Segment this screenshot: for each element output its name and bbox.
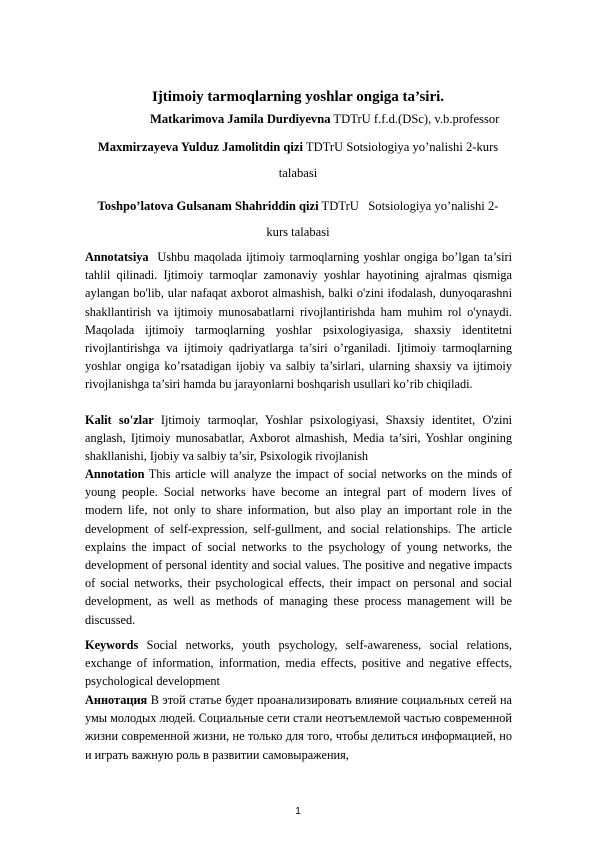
author-3-affiliation: TDTrU Sotsiologiya yo’nalishi 2- — [318, 199, 499, 213]
author-1 — [150, 111, 550, 128]
author-2-affiliation: TDTrU Sotsiologiya yo’nalishi 2-kurs — [302, 140, 499, 154]
annotatsiya-paragraph — [85, 248, 516, 394]
author-2 — [84, 139, 512, 182]
annotatsiya-ru-paragraph — [85, 691, 512, 764]
annotatsiya-text: Ushbu maqolada ijtimoiy tarmoqlarning yoshlar ongiga bo’lgan ta’siri tahlil qilinadi. Ijtimoiy tarmoqlar zamonaviy yoshlar hayotining ajralmas qismiga aylangan bo'lib, ular nafaqat axborot almashish, balki o'zini ifodalash, dunyoqarashni shakllantirish va ijtimoiy munosabatlarni rivojlantirishda ham muhim rol o'ynaydi. Maqolada ijtimoiy tarmoqlarning yoshlar psixologiyasiga, shaxsiy identitetni rivojlantirishga va ijtimoiy qadriyatlarga ta’siri o’rganiladi. Ijtimoiy tarmoqlarning yoshlar ongiga ko’rsatadigan ijobiy va salbiy ta’sirlari, ularning shaxsiy va ijtimoiy rivojlanishga ta’siri hamda bu jarayonlarni boshqarish usullari ko’rib chiqiladi. — [85, 250, 516, 392]
page-number: 1 — [295, 806, 301, 817]
keywords-label: Keywords — [85, 638, 139, 652]
annotatsiya-label: Annotatsiya — [85, 250, 149, 264]
keywords-text: Social networks, youth psychology, self-awareness, social relations, exchange of information, information, media effects, positive and negative effects, psychological development — [85, 638, 512, 689]
author-3-affiliation-cont: kurs talabasi — [266, 225, 330, 239]
keywords-paragraph — [85, 636, 512, 691]
author-3 — [84, 198, 512, 241]
author-2-name: Maxmirzayeva Yulduz Jamolitdin qizi — [97, 140, 303, 154]
annotatsiya-ru-text: В этой статье будет проанализировать влияние социальных сетей на умы молодых людей. Социальные сети стали неотъемлемой частью современной жизни современной жизни, не только для того, чтобы делиться информацией, но и играть важную роль в развитии самовыражения, — [85, 693, 512, 762]
annotation-label: Annotation — [85, 467, 145, 481]
annotation-paragraph — [85, 465, 512, 629]
kalit-sozlar-text: Ijtimoiy tarmoqlar, Yoshlar psixologiyasi, Shaxsiy identitet, O'zini anglash, Ijtimoiy munosabatlar, Axborot almashish, Media ta’siri, Yoshlar ongining shakllanishi, Ijobiy va salbiy ta’sir, Psixologik rivojlanish — [85, 413, 513, 464]
author-1-name: Matkarimova Jamila Durdiyevna — [150, 112, 331, 126]
author-3-name: Toshpo’latova Gulsanam Shahriddin qizi — [97, 199, 319, 213]
annotation-text: This article will analyze the impact of social networks on the minds of young people. Social networks have become an integral part of modern lives of modern life, not only to share information, but also play an important role in the development of self-expression, self-gullment, and social relationships. The article explains the impact of social networks to the psychology of young networks, the development of personal identity and social values. The positive and negative impacts of social networks, their psychological effects, their impact on personal and social development, as well as methods of managing these process management will be discussed. — [85, 467, 512, 627]
author-2-affiliation-cont: talabasi — [278, 166, 318, 180]
annotatsiya-ru-label: Аннотация — [85, 693, 148, 707]
author-1-affiliation: TDTrU f.f.d.(DSc), v.b.professor — [330, 112, 500, 126]
article-title: Ijtimoiy tarmoqlarning yoshlar ongiga ta’siri. — [151, 89, 445, 105]
kalit-sozlar-label: Kalit so'zlar — [85, 413, 154, 427]
kalit-sozlar-paragraph — [85, 411, 512, 466]
